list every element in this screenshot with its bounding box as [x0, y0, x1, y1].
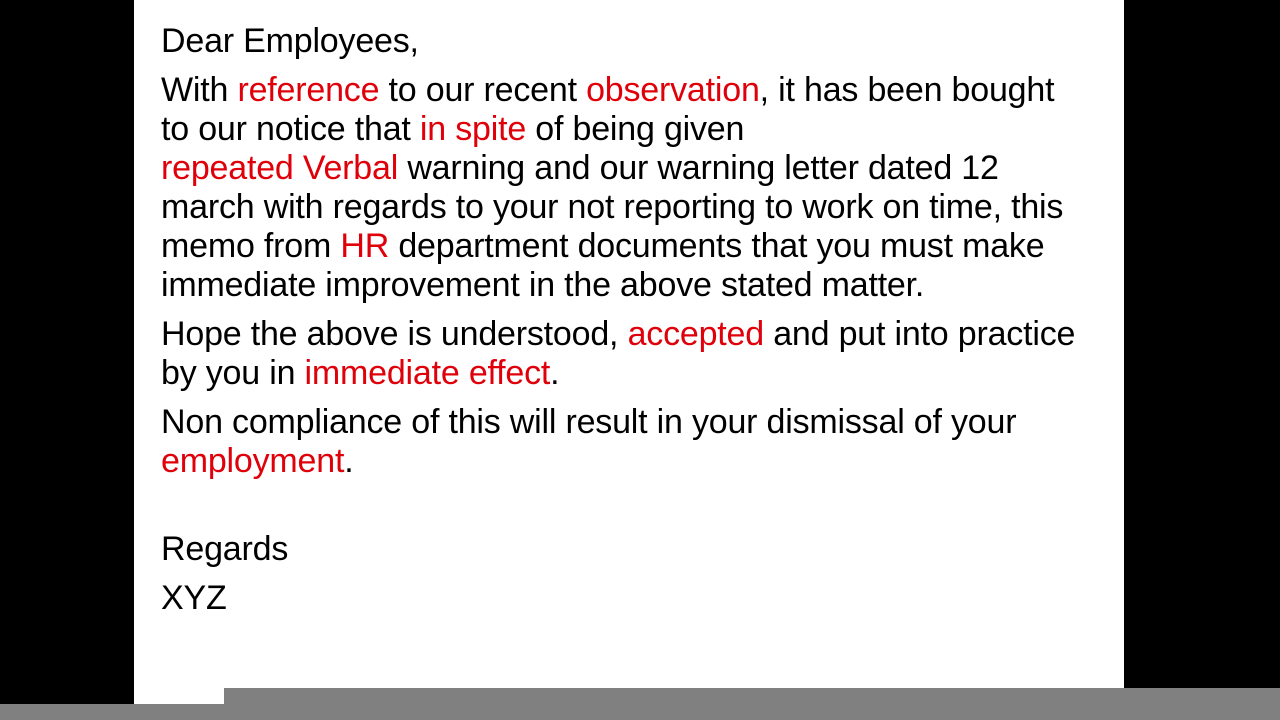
paragraph-acceptance: [161, 315, 1091, 393]
text-run: to our recent: [379, 71, 587, 109]
letter-body: [161, 22, 1091, 618]
letter-page: [134, 0, 1124, 720]
text-run: .: [550, 354, 560, 392]
highlighted-word: HR: [340, 227, 390, 265]
highlighted-word: immediate effect: [304, 354, 551, 392]
left-margin-strip: [0, 688, 134, 704]
text-run: department documents that you must make immediate improvement in the above stated matter.: [161, 227, 1045, 304]
text-run: , it has been bought to our notice that: [161, 71, 1055, 148]
text-run: Hope the above is understood,: [161, 315, 628, 353]
highlighted-word: reference: [237, 71, 380, 109]
text-run: and put into practice by you in: [161, 315, 1076, 392]
text-run: of being given: [526, 110, 745, 148]
highlighted-word: employment: [161, 442, 345, 480]
greeting: Dear Employees,: [161, 22, 419, 60]
highlighted-word: accepted: [627, 315, 764, 353]
signature: XYZ: [161, 579, 227, 617]
text-run: Non compliance of this will result in your dismissal of your: [161, 403, 1017, 441]
text-run: With: [161, 71, 238, 109]
paragraph-reference: [161, 71, 1091, 305]
closing: Regards: [161, 530, 289, 568]
text-run: warning and our warning letter dated 12 march with regards to your not reporting to work on time, this memo from: [161, 149, 1064, 265]
paragraph-warning: [161, 403, 1091, 481]
highlighted-word: observation: [586, 71, 760, 109]
highlighted-word: repeated Verbal: [161, 149, 399, 187]
spacer: [161, 481, 1091, 530]
text-run: .: [344, 442, 354, 480]
highlighted-word: in spite: [419, 110, 527, 148]
